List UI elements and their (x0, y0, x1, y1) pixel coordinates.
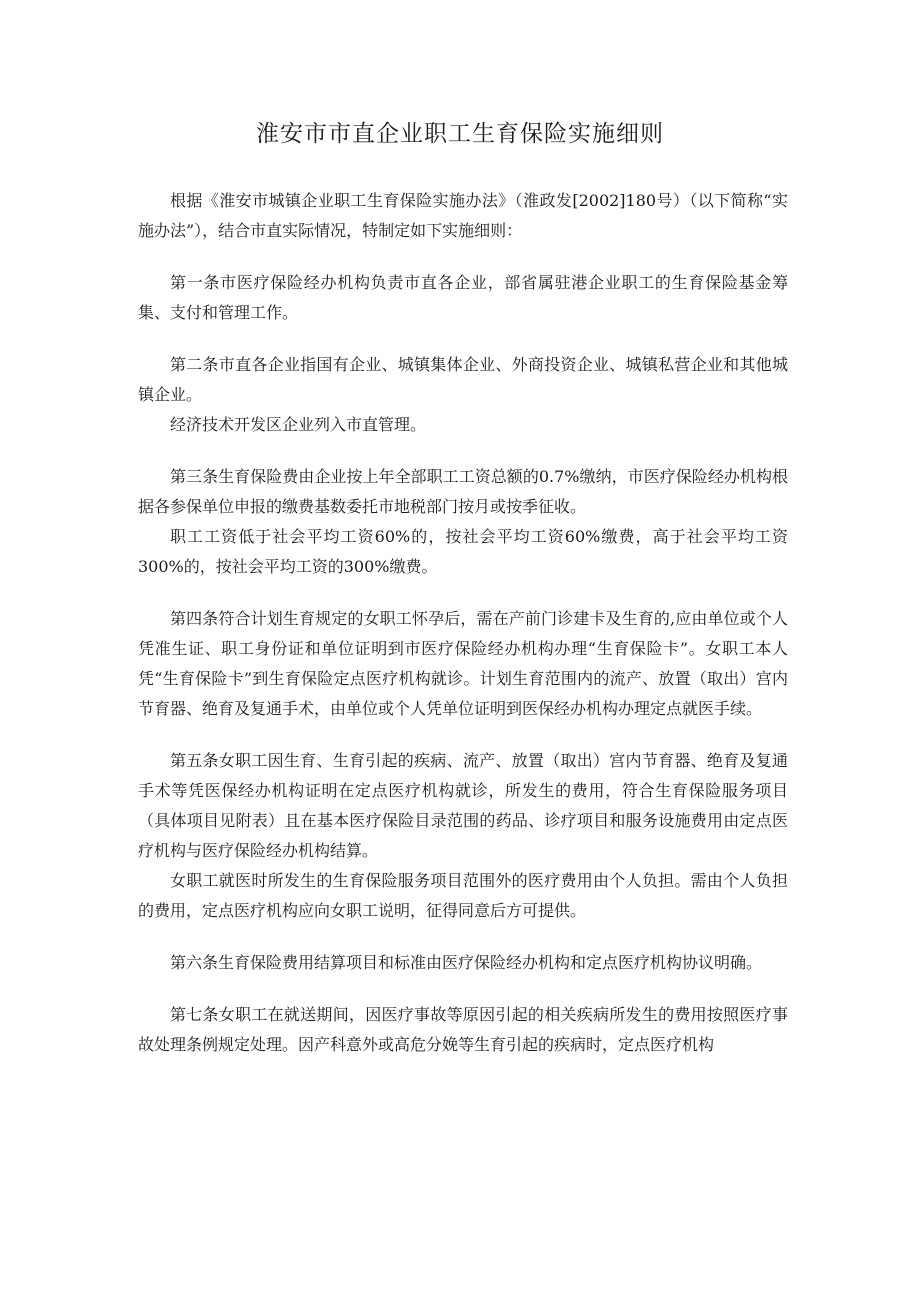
article-paragraph: 第四条符合计划生育规定的女职工怀孕后，需在产前门诊建卡及生育的,应由单位或个人凭准生证、职工身份证和单位证明到市医疗保险经办机构办理“生育保险卡”。女职工本人凭“生育保险卡”到生育保险定点医疗机构就诊。计划生育范围内的流产、放置（取出）宫内节育器、绝育及复通手术，由单位或个人凭单位证明到医保经办机构办理定点就医手续。 (138, 609, 788, 718)
paragraph-spacer (138, 328, 788, 350)
intro-paragraph: 根据《淮安市城镇企业职工生育保险实施办法》（淮政发[2002]180号）（以下简称“实施办法”），结合市直实际情况，特制定如下实施细则： (138, 191, 788, 240)
article-paragraph: 第三条生育保险费由企业按上年全部职工工资总额的0.7%缴纳，市医疗保险经办机构根据各参保单位申报的缴费基数委托市地税部门按月或按季征收。 (138, 467, 788, 516)
article-5 (138, 746, 788, 926)
article-paragraph: 经济技术开发区企业列入市直管理。 (170, 415, 427, 434)
article-paragraph: 第一条市医疗保险经办机构负责市直各企业，部省属驻港企业职工的生育保险基金筹集、支付和管理工作。 (138, 273, 788, 322)
paragraph-spacer (138, 582, 788, 604)
document-body (138, 186, 788, 1060)
article-7 (138, 1000, 788, 1060)
document-title: 淮安市市直企业职工生育保险实施细则 (256, 121, 664, 147)
article-6 (138, 948, 788, 978)
article-2 (138, 350, 788, 440)
paragraph-spacer (138, 246, 788, 268)
paragraph-spacer (138, 978, 788, 1000)
paragraph-spacer (138, 926, 788, 948)
paragraph-spacer (138, 440, 788, 462)
article-3 (138, 462, 788, 582)
article-1 (138, 268, 788, 328)
article-paragraph: 职工工资低于社会平均工资60%的，按社会平均工资60%缴费，高于社会平均工资300%的，按社会平均工资的300%缴费。 (138, 527, 788, 576)
article-4 (138, 604, 788, 724)
paragraph-spacer (138, 724, 788, 746)
article-paragraph: 第六条生育保险费用结算项目和标准由医疗保险经办机构和定点医疗机构协议明确。 (170, 953, 763, 972)
article-paragraph: 第七条女职工在就送期间，因医疗事故等原因引起的相关疾病所发生的费用按照医疗事故处理条例规定处理。因产科意外或高危分娩等生育引起的疾病时，定点医疗机构 (138, 1005, 788, 1054)
article-paragraph: 第二条市直各企业指国有企业、城镇集体企业、外商投资企业、城镇私营企业和其他城镇企业。 (138, 355, 788, 404)
article-paragraph: 第五条女职工因生育、生育引起的疾病、流产、放置（取出）宫内节育器、绝育及复通手术等凭医保经办机构证明在定点医疗机构就诊，所发生的费用，符合生育保险服务项目（具体项目见附表）且在基本医疗保险目录范围的药品、诊疗项目和服务设施费用由定点医疗机构与医疗保险经办机构结算。 (138, 751, 788, 860)
article-paragraph: 女职工就医时所发生的生育保险服务项目范围外的医疗费用由个人负担。需由个人负担的费用，定点医疗机构应向女职工说明，征得同意后方可提供。 (138, 871, 788, 920)
